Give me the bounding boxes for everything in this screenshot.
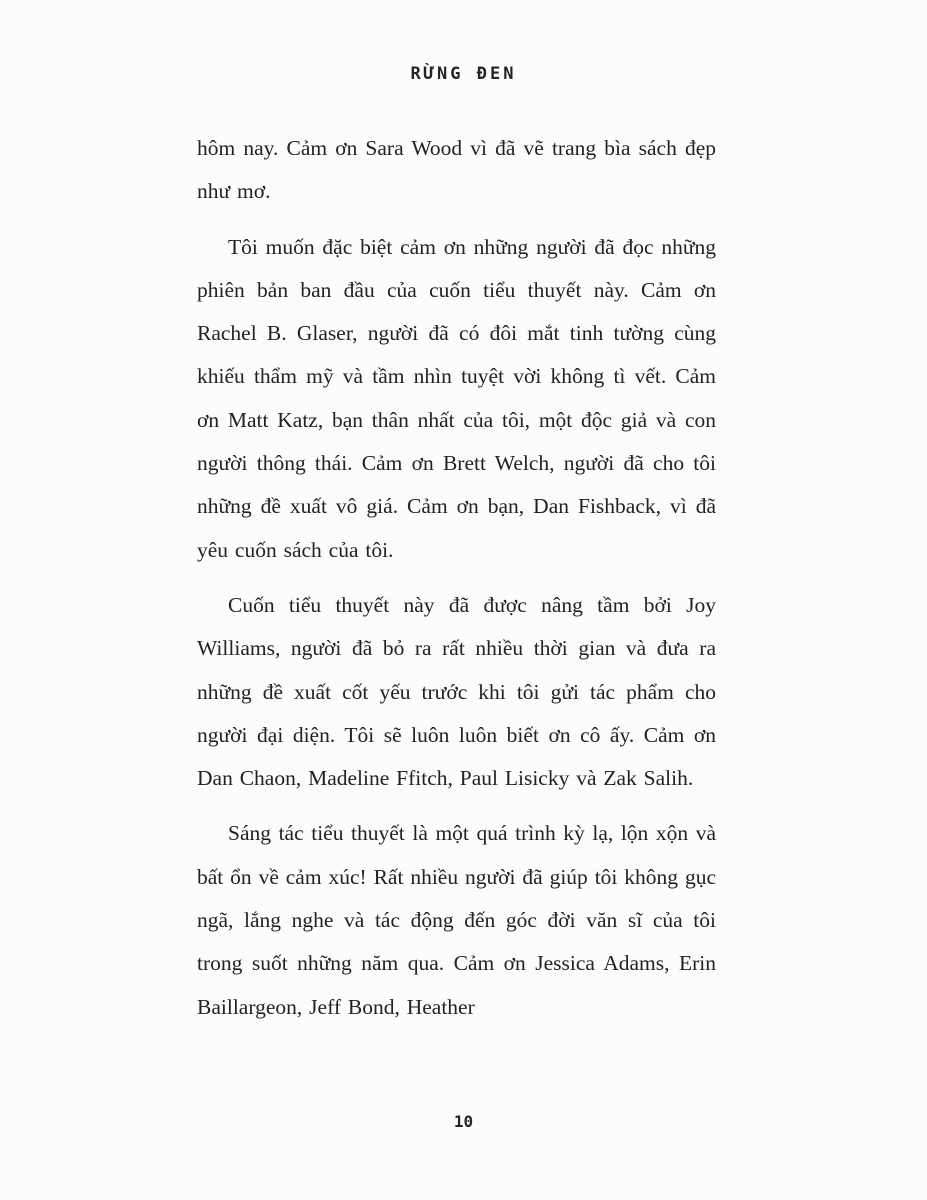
- paragraph: Tôi muốn đặc biệt cảm ơn những người đã đọc những phiên bản ban đầu của cuốn tiểu thuyết này. Cảm ơn Rachel B. Glaser, người đã có đôi mắt tinh tường cùng khiếu thẩm mỹ và tầm nhìn tuyệt vời không tì vết. Cảm ơn Matt Katz, bạn thân nhất của tôi, một độc giả và con người thông thái. Cảm ơn Brett Welch, người đã cho tôi những đề xuất vô giá. Cảm ơn bạn, Dan Fishback, vì đã yêu cuốn sách của tôi.: [197, 234, 716, 562]
- page-number: 10: [453, 1112, 474, 1131]
- body-text: [197, 127, 716, 1041]
- paragraph: Sáng tác tiểu thuyết là một quá trình kỳ lạ, lộn xộn và bất ổn về cảm xúc! Rất nhiều người đã giúp tôi không gục ngã, lắng nghe và tác động đến góc đời văn sĩ của tôi trong suốt những năm qua. Cảm ơn Jessica Adams, Erin Baillargeon, Jeff Bond, Heather: [197, 821, 716, 1019]
- running-header: RỪNG ĐEN: [410, 64, 517, 84]
- paragraph-continuation: hôm nay. Cảm ơn Sara Wood vì đã vẽ trang bìa sách đẹp như mơ.: [197, 136, 716, 204]
- paragraph: Cuốn tiểu thuyết này đã được nâng tầm bởi Joy Williams, người đã bỏ ra rất nhiều thời gian và đưa ra những đề xuất cốt yếu trước khi tôi gửi tác phẩm cho người đại diện. Tôi sẽ luôn luôn biết ơn cô ấy. Cảm ơn Dan Chaon, Madeline Ffitch, Paul Lisicky và Zak Salih.: [197, 592, 716, 791]
